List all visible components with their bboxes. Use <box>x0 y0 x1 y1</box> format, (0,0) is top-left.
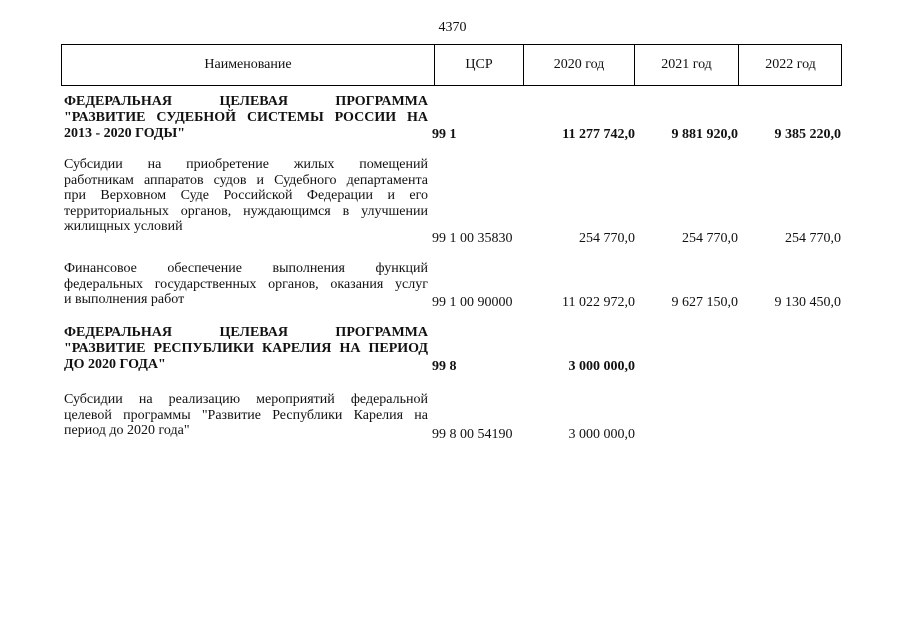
table-header <box>61 44 842 86</box>
row-name-line: период до 2020 года" <box>64 423 190 438</box>
row-name-line: 2013 - 2020 ГОДЫ" <box>64 126 186 141</box>
row-csr: 99 1 00 90000 <box>432 295 513 310</box>
row-2020: 254 770,0 <box>579 231 635 246</box>
row-name-line: территориальных органов, нуждающимся в улучшении <box>64 203 428 219</box>
row-name <box>64 392 428 439</box>
row-name-line: Субсидии на реализацию мероприятий федеральной <box>64 392 428 407</box>
row-2022: 9 130 450,0 <box>774 295 841 310</box>
header-2020: 2020 год <box>553 57 605 72</box>
row-name-line: ФЕДЕРАЛЬНАЯ ЦЕЛЕВАЯ ПРОГРАММА <box>64 94 428 109</box>
row-name-line: работникам аппаратов судов и Судебного департамента <box>64 172 428 188</box>
row-name <box>64 261 428 308</box>
row-name-line: ДО 2020 ГОДА" <box>64 357 166 372</box>
row-name-line: Субсидии на приобретение жилых помещений <box>64 157 428 172</box>
row-name-line: ФЕДЕРАЛЬНАЯ ЦЕЛЕВАЯ ПРОГРАММА <box>64 325 428 340</box>
row-2022: 254 770,0 <box>785 231 841 246</box>
row-csr: 99 8 00 54190 <box>432 427 513 442</box>
row-2020: 3 000 000,0 <box>568 427 635 442</box>
row-2020: 3 000 000,0 <box>568 359 635 374</box>
row-name-line: жилищных условий <box>64 219 183 234</box>
row-name <box>64 157 428 235</box>
row-2020: 11 277 742,0 <box>562 127 635 142</box>
row-name-line: при Верховном Суде Российской Федерации и его <box>64 188 428 203</box>
row-csr: 99 8 <box>432 359 457 374</box>
row-name-line: "РАЗВИТИЕ СУДЕБНОЙ СИСТЕМЫ РОССИИ НА <box>64 110 428 125</box>
header-csr: ЦСР <box>465 57 493 72</box>
row-2022: 9 385 220,0 <box>774 127 841 142</box>
header-name: Наименование <box>204 57 292 72</box>
row-csr: 99 1 00 35830 <box>432 231 513 246</box>
header-2022: 2022 год <box>765 57 816 72</box>
row-name-line: и выполнения работ <box>64 292 185 307</box>
row-2021: 9 627 150,0 <box>671 295 738 310</box>
row-name-line: федеральных государственных органов, оказания услуг <box>64 276 428 292</box>
row-name <box>64 94 428 142</box>
row-2021: 254 770,0 <box>682 231 738 246</box>
row-2021: 9 881 920,0 <box>671 127 738 142</box>
row-name-line: "РАЗВИТИЕ РЕСПУБЛИКИ КАРЕЛИЯ НА ПЕРИОД <box>64 341 428 356</box>
header-2021: 2021 год <box>661 57 712 72</box>
row-csr: 99 1 <box>432 127 457 142</box>
row-name <box>64 325 428 373</box>
row-2020: 11 022 972,0 <box>562 295 635 310</box>
row-name-line: целевой программы "Развитие Республики Карелия на <box>64 407 428 423</box>
page-number: 4370 <box>438 20 467 35</box>
row-name-line: Финансовое обеспечение выполнения функций <box>64 261 428 276</box>
